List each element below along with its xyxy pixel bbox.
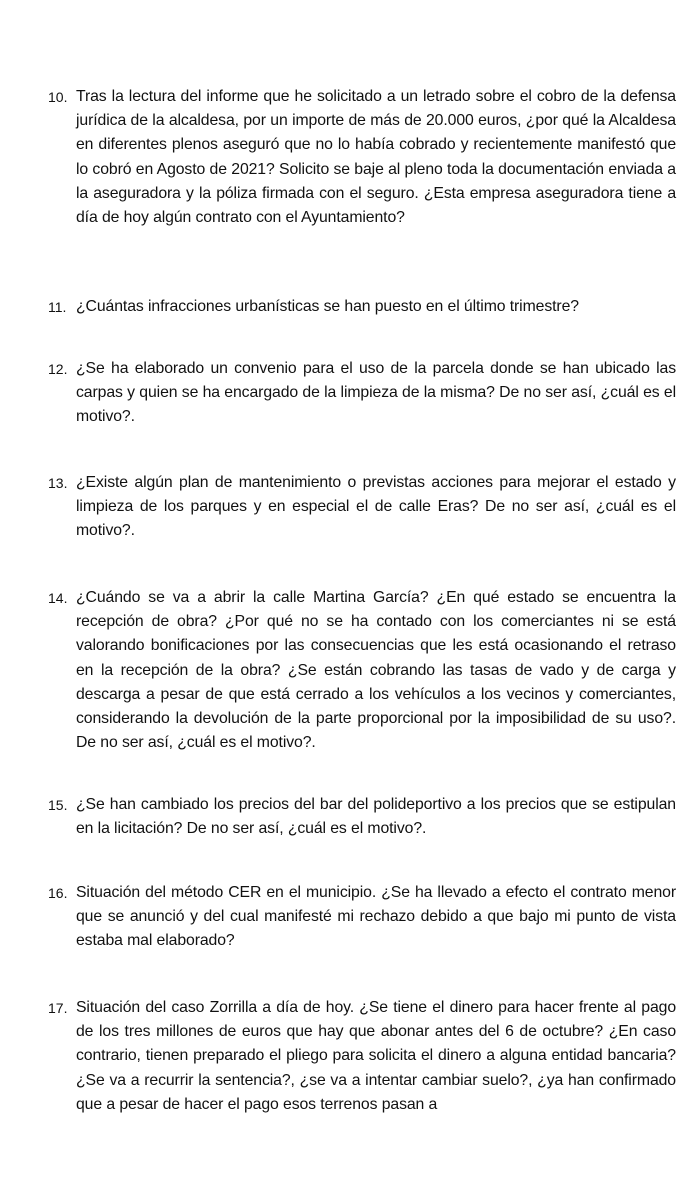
question-number: 13. — [48, 475, 68, 491]
question-number: 10. — [48, 89, 68, 105]
question-number: 16. — [48, 885, 68, 901]
question-number: 14. — [48, 590, 68, 606]
question-text: Situación del método CER en el municipio. ¿Se ha llevado a efecto el contrato menor que se anunció y del cual manifesté mi rechazo debido a que bajo mi punto de vista estaba mal elaborado? — [76, 884, 676, 950]
question-number: 17. — [48, 1000, 68, 1016]
question-text: ¿Se han cambiado los precios del bar del polideportivo a los precios que se estipulan en la licitación? De no ser así, ¿cuál es el motivo?. — [76, 796, 676, 838]
question-text: Situación del caso Zorrilla a día de hoy. ¿Se tiene el dinero para hacer frente al pago de los tres millones de euros que hay que abonar antes del 6 de octubre? ¿En caso contrario, tienen preparado el pliego para solicita el dinero a alguna entidad bancaria? ¿Se va a recurrir la sentencia?, ¿se va a intentar cambiar suelo?, ¿ya han confirmado que a pesar de hacer el pago esos terrenos pasan a — [76, 999, 676, 1113]
question-text: ¿Cuándo se va a abrir la calle Martina García? ¿En qué estado se encuentra la recepción de obra? ¿Por qué no se ha contado con los comerciantes ni se está valorando bonificaciones por las consecuencias que les está ocasionando el retraso en la recepción de la obra? ¿Se están cobrando las tasas de vado y de carga y descarga a pesar de que está cerrado a los vehículos a los vecinos y comerciantes, considerando la devolución de la parte proporcional por la imposibilidad de su uso?. De no ser así, ¿cuál es el motivo?. — [76, 589, 676, 752]
question-number: 11. — [48, 299, 67, 315]
question-text: ¿Existe algún plan de mantenimiento o previstas acciones para mejorar el estado y limpieza de los parques y en especial el de calle Eras? De no ser así, ¿cuál es el motivo?. — [76, 474, 676, 540]
question-number: 12. — [48, 361, 68, 377]
question-text: ¿Cuántas infracciones urbanísticas se han puesto en el último trimestre? — [76, 298, 579, 315]
question-text: ¿Se ha elaborado un convenio para el uso de la parcela donde se han ubicado las carpas y quien se ha encargado de la limpieza de la misma? De no ser así, ¿cuál es el motivo?. — [76, 360, 676, 426]
question-number: 15. — [48, 797, 68, 813]
question-text: Tras la lectura del informe que he solicitado a un letrado sobre el cobro de la defensa jurídica de la alcaldesa, por un importe de más de 20.000 euros, ¿por qué la Alcaldesa en diferentes plenos aseguró que no lo había cobrado y recientemente manifestó que lo cobró en Agosto de 2021? Solicito se baje al pleno toda la documentación enviada a la aseguradora y la póliza firmada con el seguro. ¿Esta empresa aseguradora tiene a día de hoy algún contrato con el Ayuntamiento? — [76, 88, 676, 227]
